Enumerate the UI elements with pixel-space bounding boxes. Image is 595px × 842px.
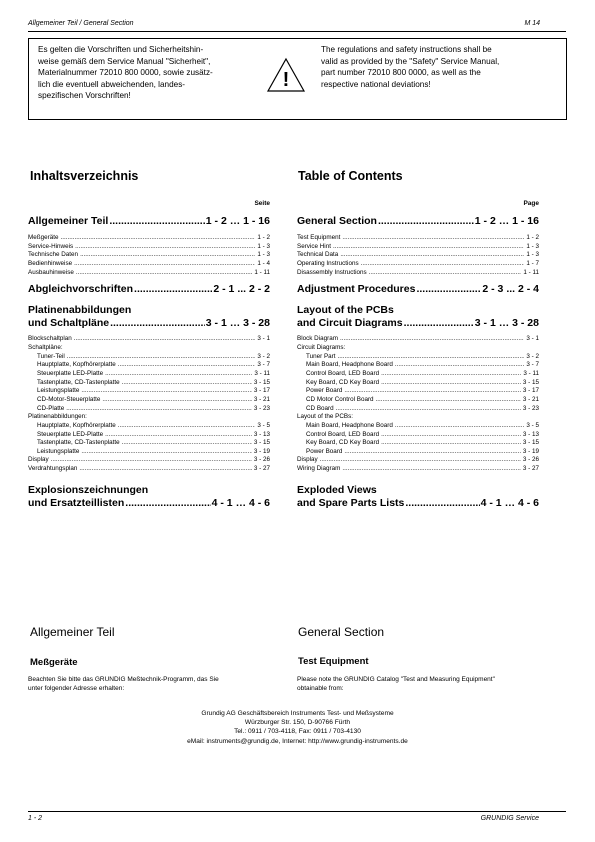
toc-item[interactable]: Service-Hinweis ..... 1 - 3 xyxy=(28,243,270,252)
toc-item[interactable]: Technische Daten ..... 1 - 3 xyxy=(28,251,270,260)
toc-title-en: Table of Contents xyxy=(298,169,403,183)
toc-item[interactable]: CD-Platte ..... 3 - 23 xyxy=(28,405,270,414)
address-line: Grundig AG Geschäftsbereich Instruments Test- und Meßsysteme xyxy=(201,710,394,717)
header-left: Allgemeiner Teil / General Section xyxy=(28,20,134,27)
toc-entry-adjust-de[interactable]: Abgleichvorschriften ..... 2 - 1 ... 2 - 2 xyxy=(28,283,270,296)
subsection-title-en: Test Equipment xyxy=(298,656,369,667)
toc-entry-pages: 1 - 2 … 1 - 16 xyxy=(205,215,270,227)
toc-item[interactable]: Service Hint ..... 1 - 3 xyxy=(297,243,539,252)
section-title-de: Allgemeiner Teil xyxy=(30,625,115,639)
safety-text-en xyxy=(321,44,557,90)
warning-symbol: ! xyxy=(282,69,290,91)
toc-item[interactable]: Test Equipment ..... 1 - 2 xyxy=(297,234,539,243)
toc-item[interactable]: Main Board, Headphone Board ..... 3 - 5 xyxy=(297,422,539,431)
toc-item[interactable]: Wiring Diagram ..... 3 - 27 xyxy=(297,465,539,474)
toc-item[interactable]: Power Board ..... 3 - 19 xyxy=(297,448,539,457)
toc-item[interactable]: Steuerplatte LED-Platte ..... 3 - 11 xyxy=(28,370,270,379)
toc-item[interactable]: CD Board ..... 3 - 23 xyxy=(297,405,539,414)
address-line[interactable]: eMail: instruments@grundig.de, Internet: http://www.grundig-instruments.de xyxy=(187,737,408,745)
footer-left: 1 - 2 xyxy=(28,815,43,822)
toc-pcb-title-en: Layout of the PCBs xyxy=(297,304,394,317)
toc-item[interactable]: Technical Data ..... 1 - 3 xyxy=(297,251,539,260)
toc-item[interactable]: Ausbauhinweise ..... 1 - 11 xyxy=(28,269,270,278)
toc-entry-pcb-de[interactable]: und Schaltpläne ..... 3 - 1 … 3 - 28 xyxy=(28,317,270,330)
toc-page-label-de: Seite xyxy=(254,200,270,207)
footer-rule xyxy=(28,811,566,812)
safety-line: lich die eventuell abweichenden, landes- xyxy=(38,79,186,89)
header-right: M 14 xyxy=(524,20,540,27)
toc-item[interactable]: Operating Instructions ..... 1 - 7 xyxy=(297,260,539,269)
safety-line: spezifischen Vorschriften! xyxy=(38,91,131,100)
toc-item[interactable]: Control Board, LED Board ..... 3 - 11 xyxy=(297,370,539,379)
toc-item[interactable]: Key Board, CD Key Board ..... 3 - 15 xyxy=(297,379,539,388)
toc-item[interactable]: Tuner-Teil ..... 3 - 2 xyxy=(28,353,270,362)
address-line: Tel.: 0911 / 703-4118, Fax: 0911 / 703-4130 xyxy=(234,728,361,736)
section-text-line: obtainable from: xyxy=(297,684,344,692)
toc-entry-exploded-en[interactable]: and Spare Parts Lists ..... 4 - 1 … 4 - 6 xyxy=(297,497,539,510)
toc-group-label: Circuit Diagrams: xyxy=(297,343,346,351)
safety-text-de xyxy=(38,44,256,102)
toc-item[interactable]: Meßgeräte ..... 1 - 2 xyxy=(28,234,270,243)
toc-title-de: Inhaltsverzeichnis xyxy=(30,169,139,183)
toc-entry-general-de[interactable] xyxy=(28,215,270,228)
toc-item[interactable]: Tuner Part ..... 3 - 2 xyxy=(297,353,539,362)
toc-item[interactable]: Display ..... 3 - 26 xyxy=(297,456,539,465)
toc-group-label: Schaltpläne: xyxy=(28,343,63,351)
toc-item[interactable]: Tastenplatte, CD-Tastenplatte ..... 3 - 15 xyxy=(28,379,270,388)
toc-item[interactable]: Blockschaltplan ..... 3 - 1 xyxy=(28,335,270,344)
toc-item[interactable]: CD Motor Control Board ..... 3 - 21 xyxy=(297,396,539,405)
section-text-line: Beachten Sie bitte das GRUNDIG Meßtechnik-Programm, das Sie xyxy=(28,676,219,683)
toc-item[interactable]: Tastenplatte, CD-Tastenplatte ..... 3 - 15 xyxy=(28,439,270,448)
toc-exploded-title-en: Exploded Views xyxy=(297,483,377,496)
safety-line: Es gelten die Vorschriften und Sicherheitshin- xyxy=(38,45,204,54)
toc-item[interactable]: Control Board, LED Board ..... 3 - 13 xyxy=(297,431,539,440)
section-text-en xyxy=(297,676,557,693)
toc-entry-label: Allgemeiner Teil xyxy=(28,215,109,227)
toc-exploded-title-de: Explosionszeichnungen xyxy=(28,483,149,496)
section-text-line: unter folgender Adresse erhalten: xyxy=(28,684,125,692)
safety-line: weise gemäß dem Service Manual "Sicherheit", xyxy=(38,56,211,66)
toc-item[interactable]: Bedienhinweise ..... 1 - 4 xyxy=(28,260,270,269)
toc-entry-exploded-de[interactable]: und Ersatzteillisten ..... 4 - 1 … 4 - 6 xyxy=(28,497,270,510)
safety-line: The regulations and safety instructions shall be xyxy=(321,45,492,54)
toc-item[interactable]: Key Board, CD Key Board ..... 3 - 15 xyxy=(297,439,539,448)
toc-item[interactable]: Display ..... 3 - 26 xyxy=(28,456,270,465)
toc-de xyxy=(28,215,270,510)
toc-item[interactable]: Main Board, Headphone Board ..... 3 - 7 xyxy=(297,361,539,370)
toc-group-label: Platinenabbildungen: xyxy=(28,413,87,421)
toc-item[interactable]: Steuerplatte LED-Platte ..... 3 - 13 xyxy=(28,431,270,440)
warning-icon xyxy=(266,57,306,93)
footer-right: GRUNDIG Service xyxy=(480,815,539,822)
safety-line: valid as provided by the "Safety" Service Manual, xyxy=(321,56,500,66)
safety-line: part number 72010 800 0000, as well as the xyxy=(321,68,481,77)
toc-item[interactable]: Block Diagram ..... 3 - 1 xyxy=(297,335,539,344)
safety-line: Materialnummer 72010 800 0000, sowie zusätz- xyxy=(38,68,213,77)
address-block xyxy=(0,709,595,746)
header-rule xyxy=(28,31,566,32)
toc-item[interactable]: Leistungsplatte ..... 3 - 19 xyxy=(28,448,270,457)
toc-item[interactable]: Disassembly Instructions ..... 1 - 11 xyxy=(297,269,539,278)
toc-en xyxy=(297,215,539,510)
toc-page-label-en: Page xyxy=(523,200,539,207)
address-line: Würzburger Str. 150, D-90766 Fürth xyxy=(244,719,351,727)
toc-item[interactable]: Hauptplatte, Kopfhörerplatte ..... 3 - 5 xyxy=(28,422,270,431)
toc-entry-pcb-en[interactable]: and Circuit Diagrams ..... 3 - 1 … 3 - 28 xyxy=(297,317,539,330)
toc-item[interactable]: Leistungsplatte ..... 3 - 17 xyxy=(28,387,270,396)
toc-item[interactable]: Verdrahtungsplan ..... 3 - 27 xyxy=(28,465,270,474)
section-text-de xyxy=(28,676,278,693)
toc-entry-adjust-en[interactable]: Adjustment Procedures ..... 2 - 3 ... 2 - 4 xyxy=(297,283,539,296)
toc-item[interactable]: Hauptplatte, Kopfhörerplatte ..... 3 - 7 xyxy=(28,361,270,370)
section-title-en: General Section xyxy=(298,625,385,639)
toc-item[interactable]: Power Board ..... 3 - 17 xyxy=(297,387,539,396)
toc-pcb-title-de: Platinenabbildungen xyxy=(28,304,132,317)
toc-group-label: Layout of the PCBs: xyxy=(297,413,354,421)
toc-entry-general-en[interactable]: General Section ..... 1 - 2 … 1 - 16 xyxy=(297,215,539,228)
toc-item[interactable]: CD-Motor-Steuerplatte ..... 3 - 21 xyxy=(28,396,270,405)
subsection-title-de: Meßgeräte xyxy=(30,657,78,668)
section-text-line: Please note the GRUNDIG Catalog "Test and Measuring Equipment" xyxy=(297,676,495,683)
safety-line: respective national deviations! xyxy=(321,79,431,89)
